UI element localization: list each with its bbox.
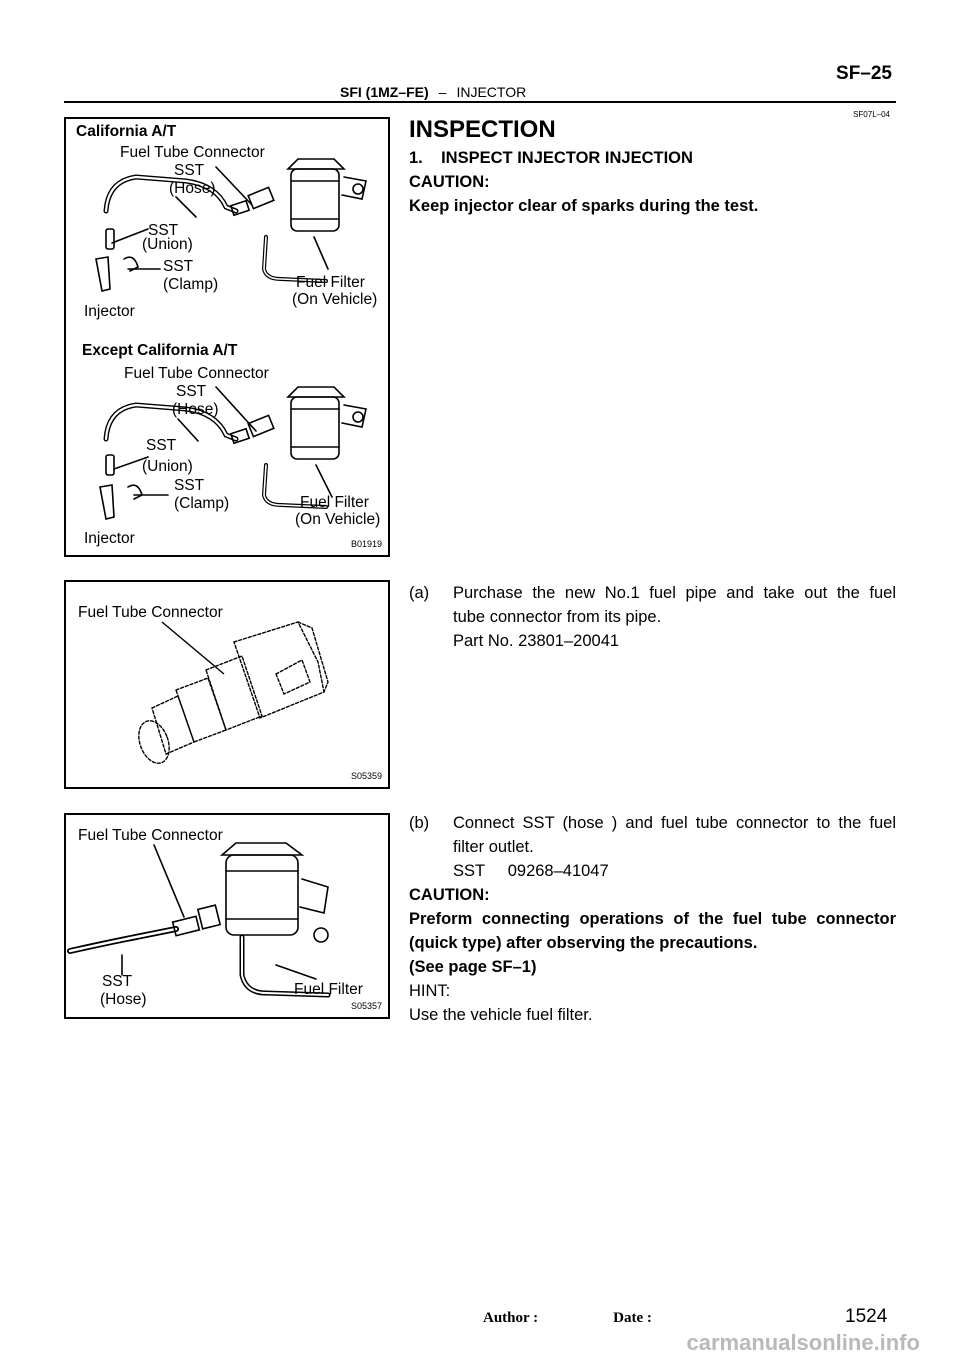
label-sst-3: SST <box>102 973 133 990</box>
header-title-sub: INJECTOR <box>456 84 527 100</box>
header-rule <box>64 101 896 103</box>
label-hose-3: (Hose) <box>100 991 147 1008</box>
hint-label: HINT: <box>409 982 451 1000</box>
label-sst-union-1: SST <box>148 222 179 239</box>
label-fuel-tube-connector-3: Fuel Tube Connector <box>78 604 223 621</box>
label-fuel-tube-connector-2: Fuel Tube Connector <box>124 365 269 382</box>
step-b-sst: SST 09268–41047 <box>453 862 609 880</box>
label-sst-union-2: SST <box>146 437 177 454</box>
footer-author-date: Author : Date : <box>483 1310 652 1326</box>
figure-sst-hose-connection <box>64 813 390 1019</box>
label-sst-hose-1: SST <box>174 162 205 179</box>
figure-fuel-tube-connector <box>64 580 390 789</box>
section-heading: INSPECTION <box>409 116 556 143</box>
caution-text-2-line2: (quick type) after observing the precautions. <box>409 934 758 952</box>
label-fuel-tube-connector-4: Fuel Tube Connector <box>78 827 223 844</box>
label-fuel-tube-connector-1: Fuel Tube Connector <box>120 144 265 161</box>
caution-text-2-line1: Preform connecting operations of the fuel tube connector <box>409 910 896 928</box>
footer-page-number: 1524 <box>845 1306 888 1327</box>
label-on-vehicle-2: (On Vehicle) <box>295 511 381 528</box>
label-sst-clamp-1: SST <box>163 258 194 275</box>
figure-code-2: S05359 <box>350 771 382 781</box>
label-injector-1: Injector <box>84 303 135 320</box>
step-b-line2: filter outlet. <box>453 838 534 856</box>
step-a-part: Part No. 23801–20041 <box>453 632 620 650</box>
caution-text-2-line3: (See page SF–1) <box>409 958 537 976</box>
label-hose-2: (Hose) <box>172 401 219 418</box>
watermark: carmanualsonline.info <box>686 1330 920 1355</box>
caution-label-2: CAUTION: <box>409 886 490 904</box>
label-except-california-at: Except California A/T <box>82 342 238 359</box>
label-union-2: (Union) <box>142 458 193 475</box>
label-sst-clamp-2: SST <box>174 477 205 494</box>
header-separator: – <box>438 84 447 100</box>
label-injector-2: Injector <box>84 530 135 547</box>
label-sst-hose-2: SST <box>176 383 207 400</box>
hint-text: Use the vehicle fuel filter. <box>409 1006 593 1024</box>
label-clamp-2: (Clamp) <box>174 495 230 512</box>
step-b-marker: (b) <box>409 814 430 832</box>
caution-label-1: CAUTION: <box>409 173 490 191</box>
page-code: SF–25 <box>836 63 892 84</box>
header-title-main: SFI (1MZ–FE) <box>340 84 429 100</box>
figure-code-1: B01919 <box>350 539 382 549</box>
label-fuel-filter-2: Fuel Filter <box>300 494 369 511</box>
step-a-line2: tube connector from its pipe. <box>453 608 662 626</box>
label-union-1: (Union) <box>142 236 193 253</box>
label-california-at: California A/T <box>76 123 177 140</box>
figure-injector-setup <box>64 117 390 557</box>
step-b-line1: Connect SST (hose ) and fuel tube connector to the fuel <box>453 814 896 832</box>
label-fuel-filter-3: Fuel Filter <box>294 981 363 998</box>
step-1: 1. INSPECT INJECTOR INJECTION <box>409 149 693 167</box>
label-fuel-filter-1: Fuel Filter <box>296 274 365 291</box>
figure-code-3: S05357 <box>350 1001 382 1011</box>
figure-injector-setup-drawing <box>66 119 388 555</box>
header-title <box>340 84 526 100</box>
caution-text-1: Keep injector clear of sparks during the test. <box>409 197 759 215</box>
label-hose-1: (Hose) <box>169 180 216 197</box>
label-on-vehicle-1: (On Vehicle) <box>292 291 378 308</box>
label-clamp-1: (Clamp) <box>163 276 219 293</box>
doc-id: SF07L–04 <box>853 110 890 119</box>
step-a-line1: Purchase the new No.1 fuel pipe and take out the fuel <box>453 584 896 602</box>
step-a-marker: (a) <box>409 584 430 602</box>
